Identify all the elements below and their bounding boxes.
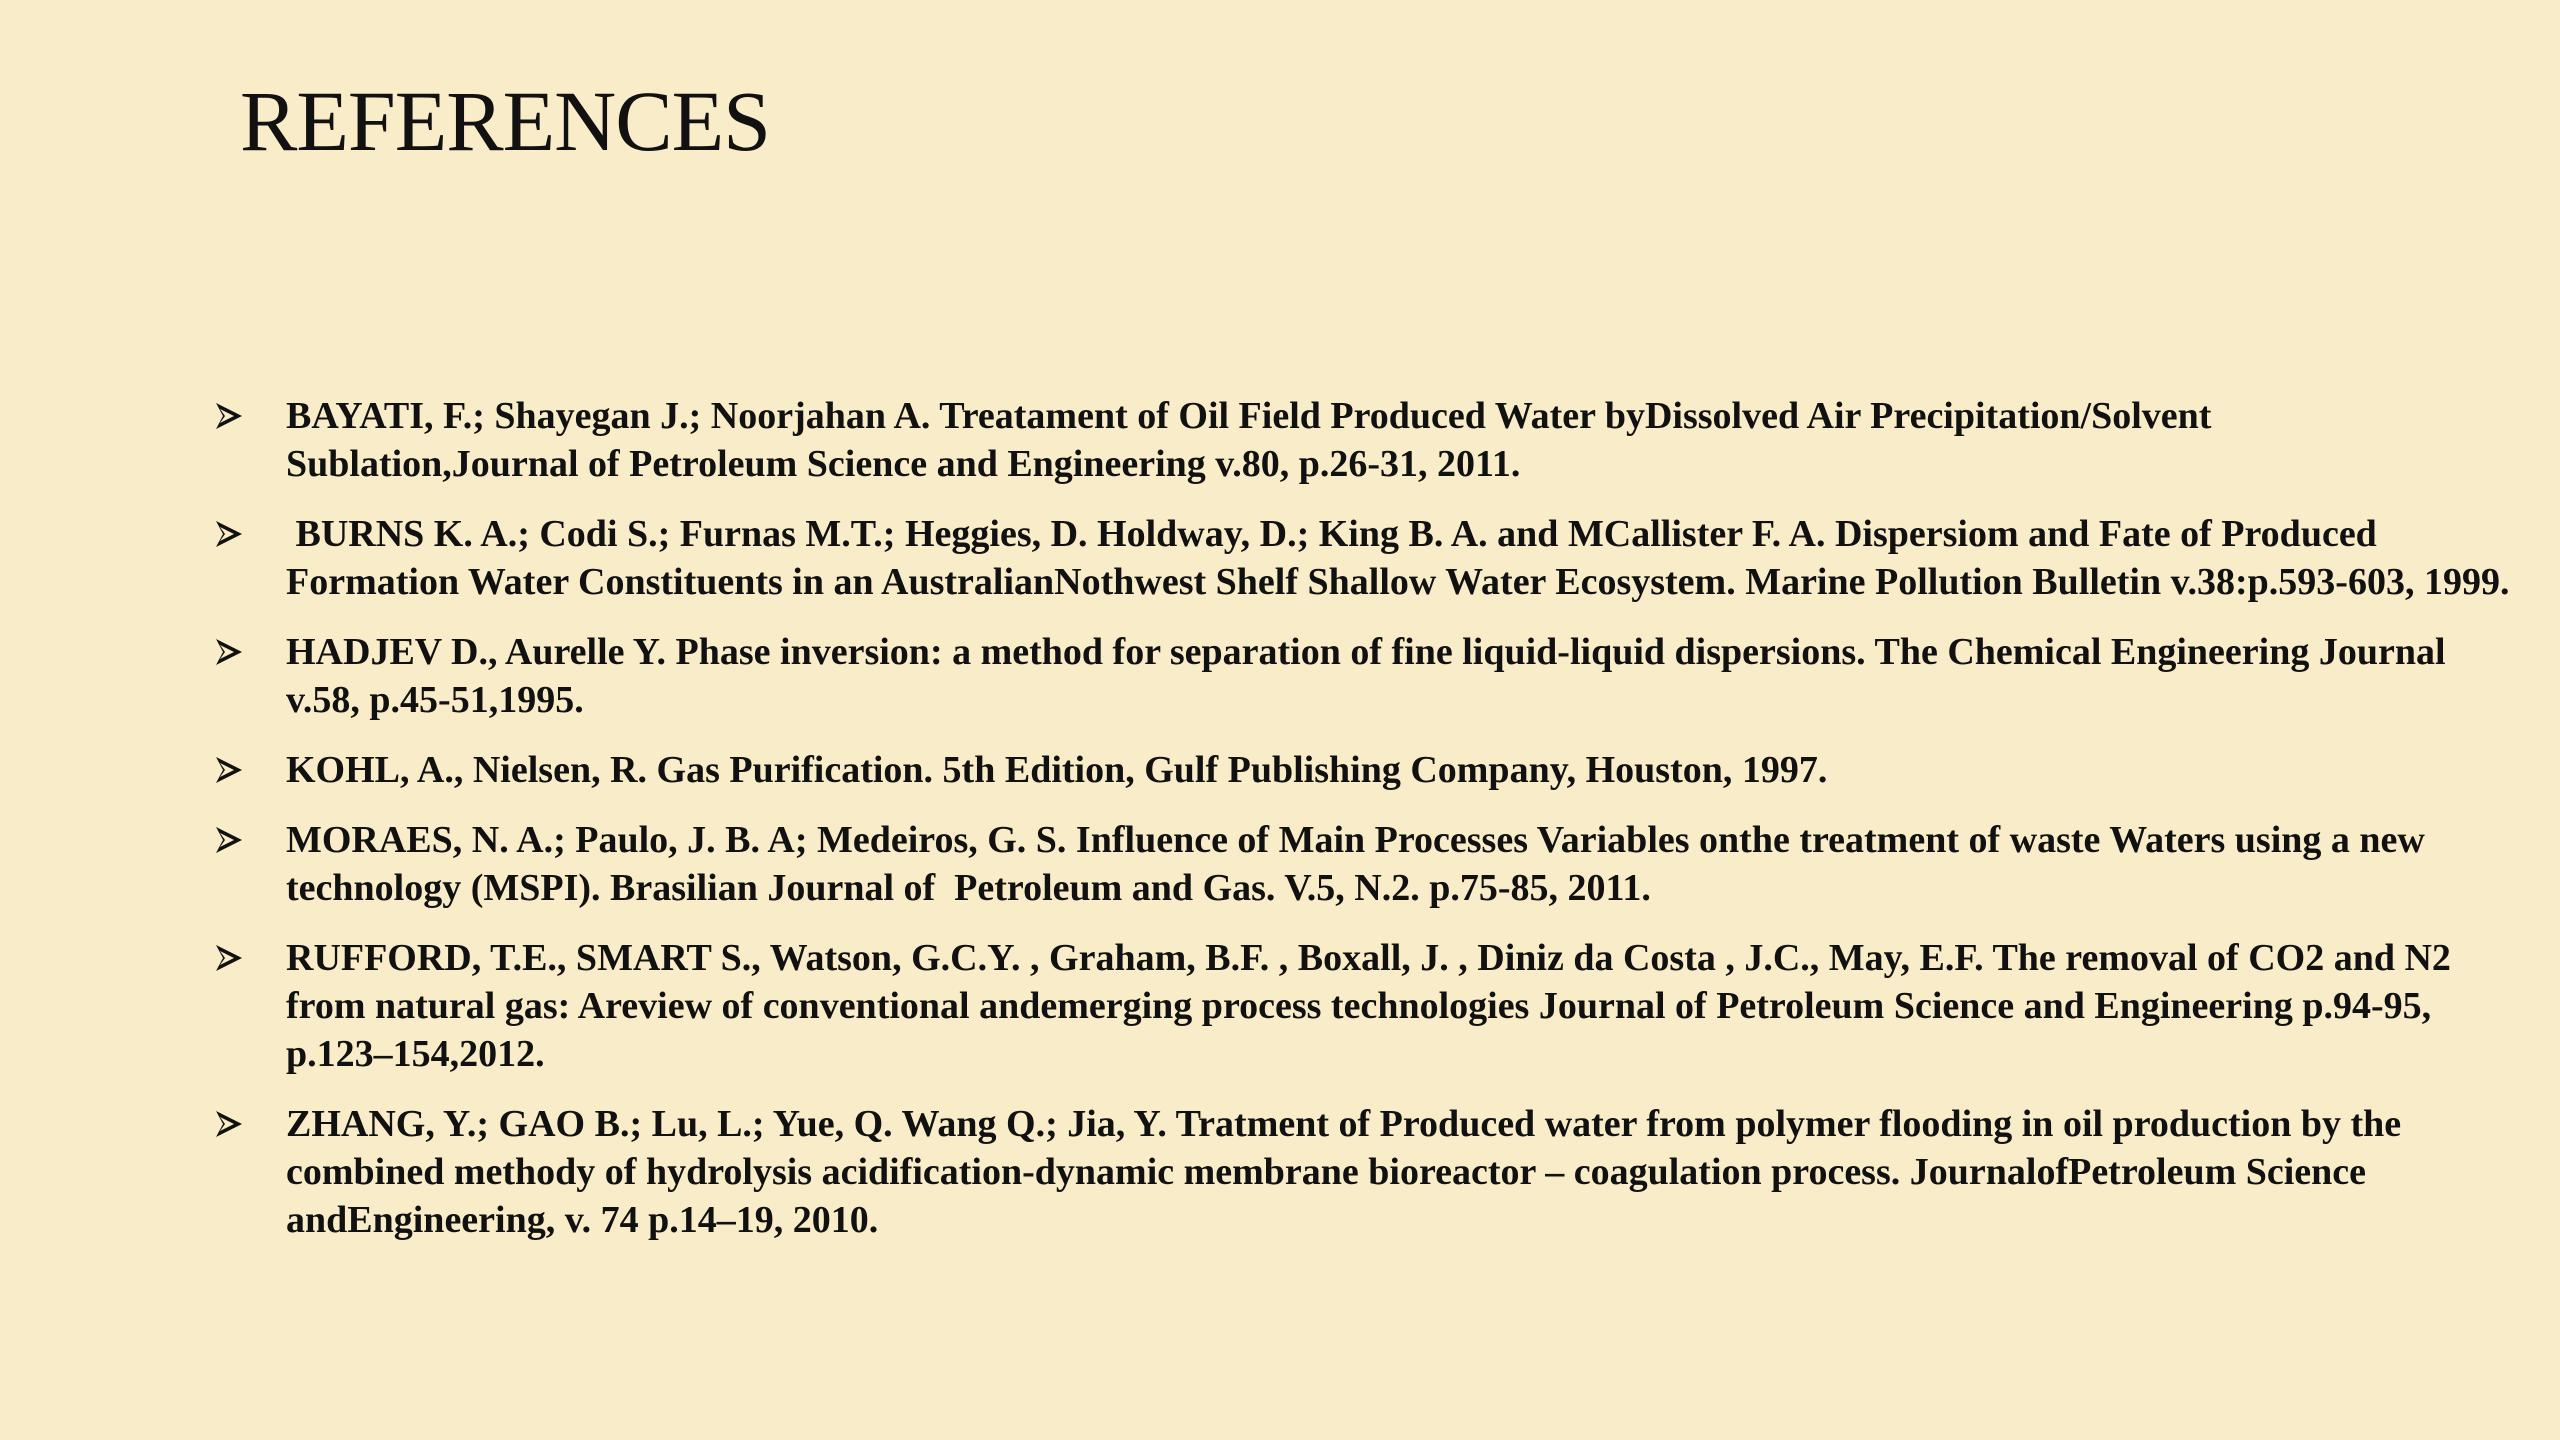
reference-item xyxy=(212,628,2512,724)
arrowhead-bullet-icon xyxy=(214,746,250,794)
arrowhead-bullet-icon xyxy=(214,934,250,982)
reference-text: HADJEV D., Aurelle Y. Phase inversion: a method for separation of fine liquid-liquid dispersions. The Chemical Engineering Journal v.58, p.45-51,1995. xyxy=(286,631,2446,721)
reference-text: KOHL, A., Nielsen, R. Gas Purification. 5th Edition, Gulf Publishing Company, Houston, 1997. xyxy=(286,749,1828,791)
reference-item xyxy=(212,816,2512,912)
reference-text: RUFFORD, T.E., SMART S., Watson, G.C.Y. , Graham, B.F. , Boxall, J. , Diniz da Costa , J.C., May, E.F. The removal of CO2 and N2 from natural gas: Areview of conventional andemerging process technologies Journal of Petroleum Science and Engineering p.94-95, p.123–154,2012. xyxy=(286,937,2451,1075)
arrowhead-bullet-icon xyxy=(214,1100,250,1148)
arrowhead-bullet-icon xyxy=(214,510,250,558)
slide-title: REFERENCES xyxy=(240,73,770,169)
references-list xyxy=(212,392,2512,1266)
reference-item xyxy=(212,746,2512,794)
reference-item xyxy=(212,510,2512,606)
reference-item xyxy=(212,934,2512,1078)
reference-item xyxy=(212,1100,2512,1244)
arrowhead-bullet-icon xyxy=(214,816,250,864)
reference-text: BURNS K. A.; Codi S.; Furnas M.T.; Heggies, D. Holdway, D.; King B. A. and MCallister F. A. Dispersiom and Fate of Produced Formation Water Constituents in an AustralianNothwest Shelf Shallow Water Ecosystem. Marine Pollution Bulletin v.38:p.593-603, 1999. xyxy=(286,513,2510,603)
reference-text: ZHANG, Y.; GAO B.; Lu, L.; Yue, Q. Wang Q.; Jia, Y. Tratment of Produced water from polymer flooding in oil production by the combined methody of hydrolysis acidification-dynamic membrane bioreactor – coagulation process. JournalofPetroleum Science andEngineering, v. 74 p.14–19, 2010. xyxy=(286,1103,2402,1241)
reference-item xyxy=(212,392,2512,488)
arrowhead-bullet-icon xyxy=(214,392,250,440)
reference-text: MORAES, N. A.; Paulo, J. B. A; Medeiros, G. S. Influence of Main Processes Variables onthe treatment of waste Waters using a new technology (MSPI). Brasilian Journal of Petroleum and Gas. V.5, N.2. p.75-85, 2011. xyxy=(286,819,2435,909)
reference-text: BAYATI, F.; Shayegan J.; Noorjahan A. Treatament of Oil Field Produced Water byDissolved Air Precipitation/Solvent Sublation,Journal of Petroleum Science and Engineering v.80, p.26-31, 2011. xyxy=(286,395,2212,485)
arrowhead-bullet-icon xyxy=(214,628,250,676)
